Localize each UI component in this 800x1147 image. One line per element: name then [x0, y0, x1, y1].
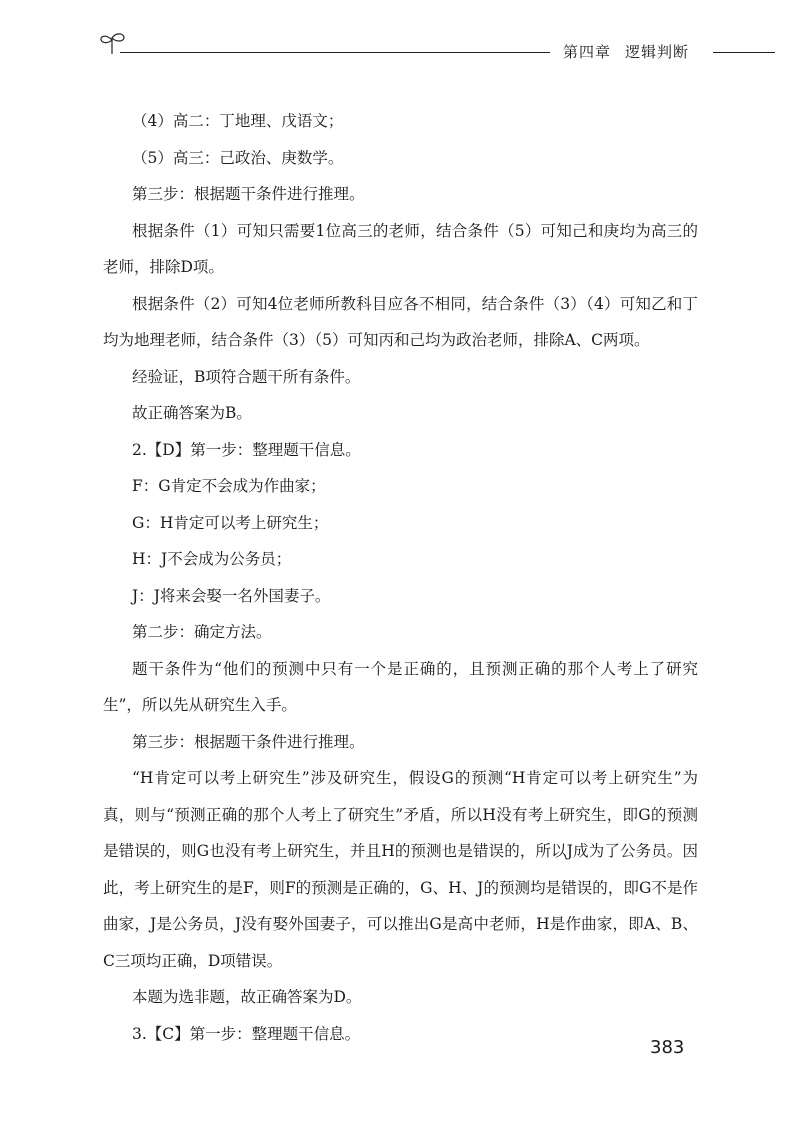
chapter-number: 第四章	[563, 43, 612, 61]
paragraph: H：J不会成为公务员；	[132, 550, 292, 568]
paragraph: “H肯定可以考上研究生”涉及研究生，假设G的预测“H肯定可以考上研究生”为真，则与“预测正确的那个人考上了研究生”矛盾，所以H没有考上研究生，即G的预测是错误的，则G也没有考上研究生，并且H的预测也是错误的，所以J成为了公务员。因此，考上研究生的是F，则F的预测是正确的，G、H、J的预测均是错误的，即G不是作曲家，J是公务员，J没有娶外国妻子，可以推出G是高中老师，H是作曲家，即A、B、C三项均正确，D项错误。	[103, 769, 698, 970]
paragraph: 本题为选非题，故正确答案为D。	[132, 988, 362, 1006]
paragraph: 第三步：根据题干条件进行推理。	[132, 732, 365, 751]
page-number: 383	[650, 1037, 685, 1058]
running-header	[98, 30, 788, 66]
question-heading: 2.【D】第一步：整理题干信息。	[132, 440, 361, 459]
paragraph: （5）高三：己政治、庚数学。	[132, 148, 344, 167]
paragraph: 题干条件为“他们的预测中只有一个是正确的，且预测正确的那个人考上了研究生”，所以先从研究生入手。	[103, 659, 698, 714]
header-rule-left	[120, 52, 550, 53]
question-heading: 3.【C】第一步：整理题干信息。	[132, 1024, 361, 1043]
paragraph: 经验证，B项符合题干所有条件。	[132, 367, 361, 386]
answer-explanation-text	[103, 103, 698, 1052]
paragraph: 根据条件（1）可知只需要1位高三的老师，结合条件（5）可知己和庚均为高三的老师，排除D项。	[103, 221, 698, 276]
paragraph: 第二步：确定方法。	[132, 623, 272, 641]
paragraph: 第三步：根据题干条件进行推理。	[132, 185, 365, 203]
paragraph: 根据条件（2）可知4位老师所教科目应各不相同，结合条件（3）（4）可知乙和丁均为地理老师，结合条件（3）（5）可知丙和己均为政治老师，排除A、C两项。	[103, 294, 698, 349]
paragraph: F：G肯定不会成为作曲家；	[132, 477, 326, 495]
chapter-heading	[563, 41, 703, 62]
paragraph: J：J将来会娶一名外国妻子。	[132, 586, 331, 605]
paragraph: （4）高二：丁地理、戊语文；	[132, 112, 344, 130]
paragraph: 故正确答案为B。	[132, 404, 252, 422]
header-rule-right	[713, 52, 775, 53]
paragraph: G：H肯定可以考上研究生；	[132, 513, 329, 532]
chapter-title: 逻辑判断	[625, 43, 690, 61]
